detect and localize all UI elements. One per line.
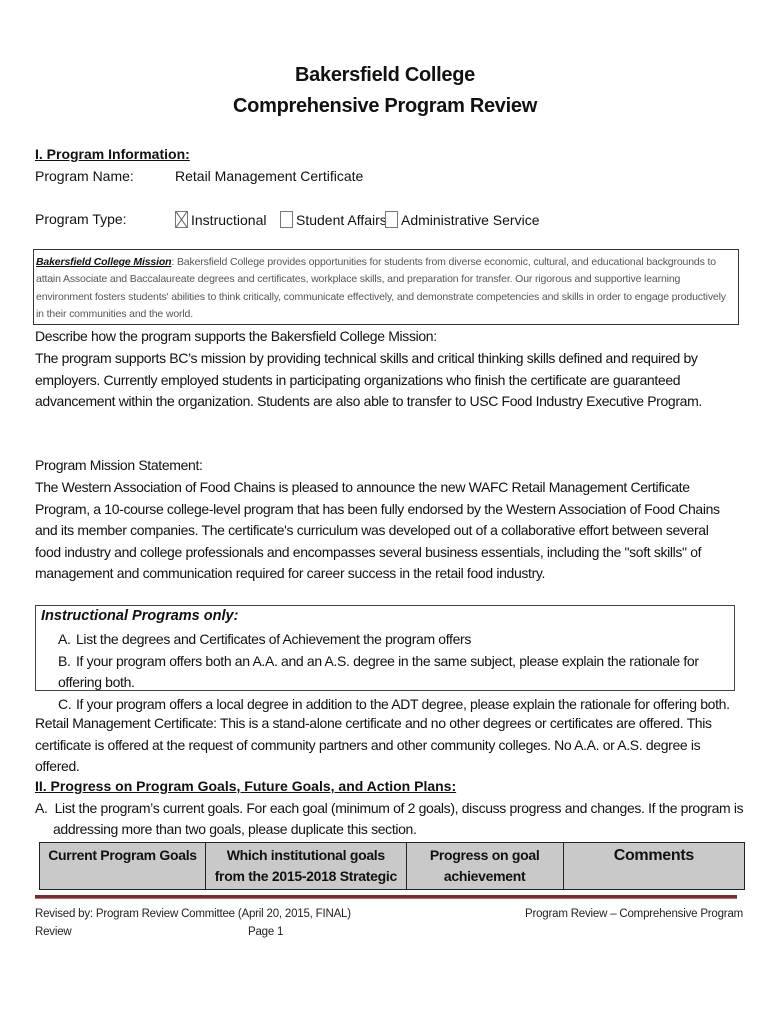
type-instructional[interactable] <box>175 211 266 228</box>
type-administrative-label: Administrative Service <box>401 212 540 228</box>
section-1-heading: I. Program Information: <box>35 146 190 162</box>
col-current-goals: Current Program Goals <box>40 843 206 890</box>
program-mission-text: The Western Association of Food Chains is pleased to announce the new WAFC Retail Management Certificate Program, a 10-course college-level program that has been fully endorsed by the Western Association of Food Chains and its member companies. The certificate's curriculum was developed out of a collaborative effort between several food industry and college professionals and encompasses several business essentials, including the "soft skills" of management and communication required for career success in the retail food industry. <box>35 479 720 581</box>
college-mission-body: : Bakersfield College provides opportunities for students from diverse economic, cultural, and educational backgrounds to attain Associate and Baccalaureate degrees and certificates, workplace skills, and preparation for transfer. Our rigorous and supportive learning environment fosters students' abilities to think critically, communicate effectively, and demonstrate competencies and skills in order to engage productively in their communities and the world. <box>36 256 726 320</box>
instruction-key: A. <box>35 800 48 816</box>
mission-support-prompt: Describe how the program supports the Bakersfield College Mission: <box>35 328 437 344</box>
college-mission-text <box>36 254 736 323</box>
instruction-line-2: addressing more than two goals, please duplicate this section. <box>53 821 417 837</box>
col-institutional-goals: Which institutional goals from the 2015-2018 Strategic <box>206 843 407 890</box>
list-text: If your program offers a local degree in addition to the ADT degree, please explain the rationale for offering both. <box>76 695 730 712</box>
footer-divider <box>35 895 737 899</box>
program-mission-label: Program Mission Statement: <box>35 457 203 473</box>
list-key: A. <box>58 631 71 647</box>
section-2-heading: II. Progress on Program Goals, Future Goals, and Action Plans: <box>35 778 457 794</box>
instructional-list <box>58 629 734 715</box>
instructional-programs-box <box>35 605 735 712</box>
program-name-value: Retail Management Certificate <box>175 168 364 184</box>
list-item <box>58 629 734 651</box>
checkbox-checked-icon[interactable] <box>175 211 188 228</box>
degrees-answer: Retail Management Certificate: This is a stand-alone certificate and no other degrees or certificates are offered. This certificate is offered at the request of community partners and other community colleges. No A.A. or A.S. degree is offered. <box>35 715 712 774</box>
mission-support-answer: The program supports BC’s mission by providing technical skills and critical thinking skills defined and required by employers. Currently employed students in participating organizations who finish the certificate are guaranteed advancement within the organization. Students are also able to transfer to USC Food Industry Executive Program. <box>35 350 702 409</box>
col-comments: Comments <box>563 843 744 890</box>
college-title: Bakersfield College <box>295 64 475 86</box>
checkbox-empty-icon[interactable] <box>385 211 398 228</box>
footer-review: Review <box>35 926 72 938</box>
instructional-title: Instructional Programs only: <box>41 608 239 624</box>
table-header-row <box>40 843 745 890</box>
col-progress: Progress on goal achievement <box>406 843 563 890</box>
program-type-label: Program Type: <box>35 211 127 227</box>
type-student-affairs[interactable] <box>280 211 387 228</box>
list-text: List the degrees and Certificates of Achievement the program offers <box>76 631 471 647</box>
footer-program-review: Program Review – Comprehensive Program <box>525 908 744 920</box>
checkbox-empty-icon[interactable] <box>280 211 293 228</box>
list-item <box>58 694 734 716</box>
list-key: C. <box>58 695 72 712</box>
document-title: Comprehensive Program Review <box>233 95 537 117</box>
college-mission-label: Bakersfield College Mission <box>36 256 172 268</box>
type-student-affairs-label: Student Affairs <box>296 212 387 228</box>
type-administrative-service[interactable] <box>385 211 540 228</box>
goals-table <box>39 842 745 890</box>
program-name-label: Program Name: <box>35 168 134 184</box>
footer-revised: Revised by: Program Review Committee (April 20, 2015, FINAL) <box>35 908 351 920</box>
type-instructional-label: Instructional <box>191 212 267 228</box>
college-mission-box <box>33 249 739 325</box>
footer-page-number: Page 1 <box>248 926 284 938</box>
list-text: If your program offers both an A.A. and an A.S. degree in the same subject, please explain the rationale for offering both. <box>58 652 699 690</box>
instruction-line-1: List the program’s current goals. For each goal (minimum of 2 goals), discuss progress and changes. If the program is <box>54 800 744 816</box>
goals-instruction <box>35 800 743 816</box>
list-item <box>58 651 734 694</box>
list-key: B. <box>58 652 71 669</box>
